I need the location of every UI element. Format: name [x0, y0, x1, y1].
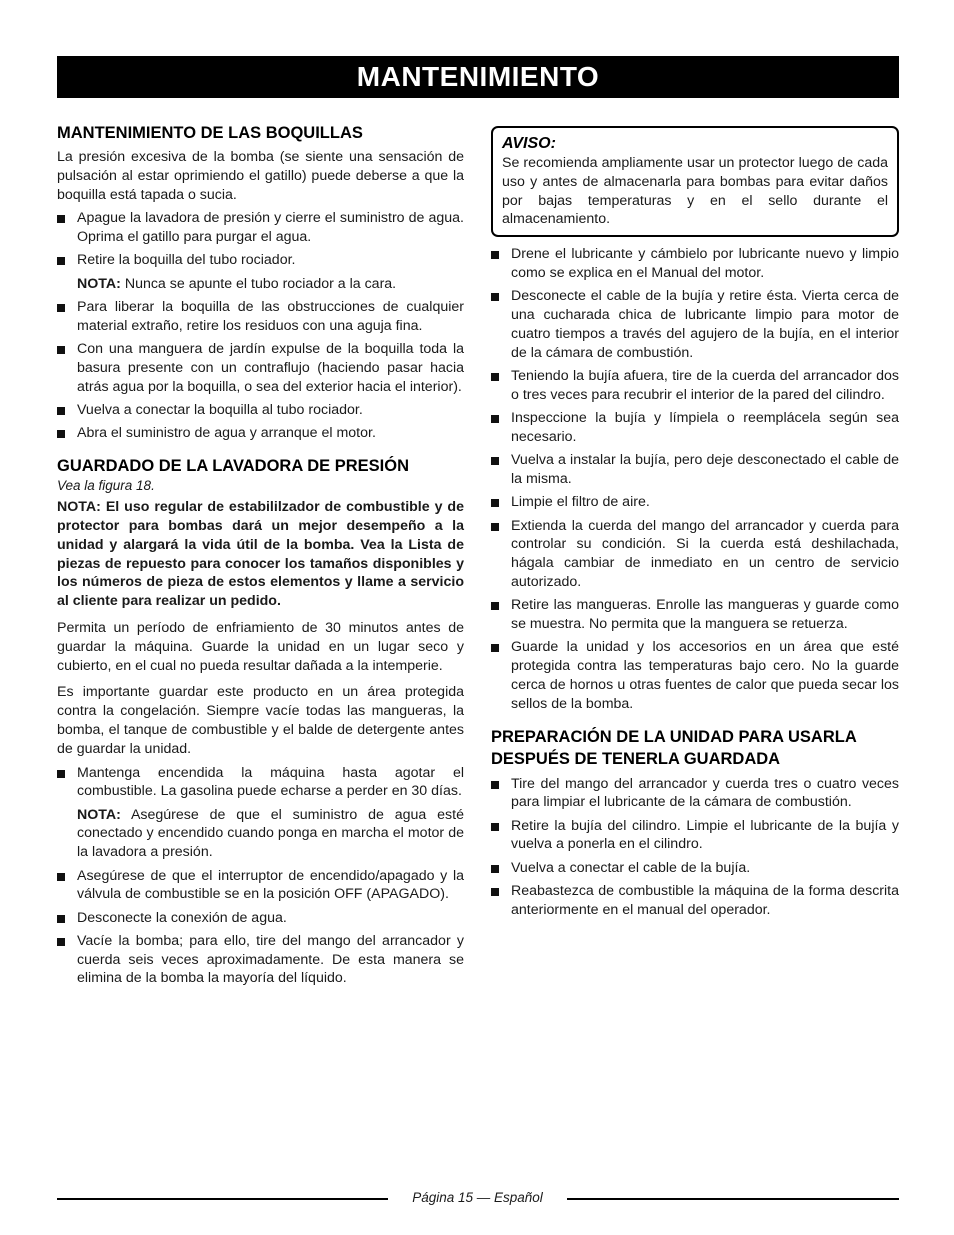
- list-item: Teniendo la bujía afuera, tire de la cuerda del arrancador dos o tres veces para recubrir el interior de la pared del cilindro.: [491, 367, 899, 405]
- square-bullet-icon: [57, 346, 65, 354]
- section-heading-preparacion: PREPARACIÓN DE LA UNIDAD PARA USARLA DESPUÉS DE TENERLA GUARDADA: [491, 727, 857, 768]
- square-bullet-icon: [491, 823, 499, 831]
- list-item: Extienda la cuerda del mango del arrancador y cuerda para controlar su condición. Si la cuerda está deshilachada, hágala cambiar de inmediato en un centro de servicio autorizado.: [491, 517, 899, 592]
- list-item: Apague la lavadora de presión y cierre el suministro de agua. Oprima el gatillo para purgar el agua.: [57, 209, 464, 247]
- list-item: Vuelva a conectar el cable de la bujía.: [491, 859, 899, 878]
- notice-title: AVISO:: [502, 135, 556, 152]
- list-item: Asegúrese de que el interruptor de encendido/apagado y la válvula de combustible se en la posición OFF (APAGADO).: [57, 867, 464, 905]
- list-item: Retire la bujía del cilindro. Limpie el lubricante de la bujía y vuelva a ponerla en el cilindro.: [491, 817, 899, 855]
- note: NOTA: Nunca se apunte el tubo rociador a la cara.: [77, 275, 397, 292]
- paragraph-intro: La presión excesiva de la bomba (se siente una sensación de pulsación al estar oprimiendo el gatillo) puede deberse a que la boquilla está tapada o sucia.: [57, 149, 464, 203]
- notice-text: Se recomienda ampliamente usar un protector luego de cada uso y antes de almacenarla para bombas para evitar daños por bajas temperaturas y en el sello durante el almacenamiento.: [502, 155, 888, 228]
- page-title: MANTENIMIENTO: [57, 56, 899, 98]
- page-footer: [57, 1188, 899, 1208]
- figure-reference: Vea la figura 18.: [57, 478, 155, 494]
- square-bullet-icon: [57, 915, 65, 923]
- square-bullet-icon: [57, 770, 65, 778]
- note: NOTA: Asegúrese de que el suministro de agua esté conectado y encendido cuando ponga en marcha el motor de la lavadora a presión.: [77, 806, 464, 861]
- square-bullet-icon: [491, 602, 499, 610]
- section-heading-guardado: GUARDADO DE LA LAVADORA DE PRESIÓN: [57, 457, 410, 476]
- square-bullet-icon: [491, 499, 499, 507]
- section-preparacion: [491, 726, 899, 920]
- square-bullet-icon: [491, 523, 499, 531]
- left-column: [57, 122, 464, 1000]
- footer-page-label: Página 15 — Español: [412, 1190, 543, 1205]
- bullet-list-boquillas-2: [57, 298, 464, 443]
- list-item: Limpie el filtro de aire.: [491, 493, 899, 512]
- square-bullet-icon: [491, 457, 499, 465]
- notice-box: [491, 126, 899, 237]
- section-heading-boquillas: MANTENIMIENTO DE LAS BOQUILLAS: [57, 124, 363, 142]
- square-bullet-icon: [491, 251, 499, 259]
- list-item: Vacíe la bomba; para ello, tire del mango del arrancador y cuerda seis veces aproximadamente. De esta manera se elimina de la bomba la mayoría del líquido.: [57, 932, 464, 988]
- footer-rule-left: [57, 1198, 388, 1200]
- list-item: Reabastezca de combustible la máquina de la forma descrita anteriormente en el manual del operador.: [491, 882, 899, 920]
- square-bullet-icon: [491, 373, 499, 381]
- section-boquillas: [57, 122, 464, 443]
- square-bullet-icon: [57, 257, 65, 265]
- list-item: Inspeccione la bujía y límpiela o reemplácela según sea necesario.: [491, 409, 899, 447]
- bold-note: NOTA: El uso regular de estabililzador de combustible y de protector para bombas dará un mejor desempeño a la unidad y alargará la vida útil de la bomba. Vea la Lista de piezas de repuesto para conocer los tamaños disponibles y los números de pieza de estos elementos y llame a servicio al cliente para realizar un pedido.: [57, 499, 464, 610]
- list-item: Tire del mango del arrancador y cuerda tres o cuatro veces para limpiar el lubricante de la cámara de combustión.: [491, 775, 899, 813]
- square-bullet-icon: [57, 873, 65, 881]
- list-item: Vuelva a instalar la bujía, pero deje desconectado el cable de la misma.: [491, 451, 899, 489]
- paragraph-freeze: Es importante guardar este producto en un área protegida contra la congelación. Siempre vacíe todas las mangueras, la bomba, el tanque de combustible y el balde de detergente antes de guardar la unidad.: [57, 684, 464, 757]
- list-item: Con una manguera de jardín expulse de la boquilla toda la basura presente con un contraflujo (haciendo pasar hacia atrás agua por la boquilla, o sea del exterior hacia el interior).: [57, 340, 464, 396]
- square-bullet-icon: [491, 865, 499, 873]
- list-item: Desconecte el cable de la bujía y retire ésta. Vierta cerca de una cucharada chica de lubricante limpio para motor de cuatro tiempos a través del agujero de la bujía, en el interior de la cámara de combustión.: [491, 287, 899, 362]
- list-item: Para liberar la boquilla de las obstrucciones de cualquier material extraño, retire los residuos con una aguja fina.: [57, 298, 464, 336]
- bullet-list-guardado-2: [57, 867, 464, 989]
- square-bullet-icon: [491, 644, 499, 652]
- bullet-list-boquillas: [57, 209, 464, 270]
- list-item: Retire la boquilla del tubo rociador.: [57, 251, 464, 270]
- footer-rule-right: [567, 1198, 899, 1200]
- square-bullet-icon: [57, 938, 65, 946]
- list-item: Drene el lubricante y cámbielo por lubricante nuevo y limpio como se explica en el Manual del motor.: [491, 245, 899, 283]
- list-item: Mantenga encendida la máquina hasta agotar el combustible. La gasolina puede echarse a perder en 30 días.: [57, 764, 464, 802]
- square-bullet-icon: [57, 407, 65, 415]
- list-item: Abra el suministro de agua y arranque el motor.: [57, 424, 464, 443]
- square-bullet-icon: [491, 781, 499, 789]
- square-bullet-icon: [57, 304, 65, 312]
- square-bullet-icon: [491, 293, 499, 301]
- list-item: Desconecte la conexión de agua.: [57, 909, 464, 928]
- list-item: Retire las mangueras. Enrolle las mangueras y guarde como se muestra. No permita que la manguera se retuerza.: [491, 596, 899, 634]
- list-item: Vuelva a conectar la boquilla al tubo rociador.: [57, 401, 464, 420]
- bullet-list-preparacion: [491, 775, 899, 920]
- list-item: Guarde la unidad y los accesorios en un área que esté protegida contra las temperaturas bajo cero. No la guarde cerca de hornos u otras fuentes de calor que pueda secar los sellos de la bomba.: [491, 638, 899, 713]
- square-bullet-icon: [57, 430, 65, 438]
- section-guardado: [57, 455, 464, 988]
- paragraph-cooldown: Permita un período de enfriamiento de 30 minutos antes de guardar la máquina. Guarde la unidad en un lugar seco y cubierto, en el cual no pueda resultar dañada a la intemperie.: [57, 619, 464, 674]
- square-bullet-icon: [57, 215, 65, 223]
- square-bullet-icon: [491, 888, 499, 896]
- bullet-list-storage: [491, 245, 899, 713]
- right-column: [491, 122, 899, 932]
- square-bullet-icon: [491, 415, 499, 423]
- bullet-list-guardado: [57, 764, 464, 802]
